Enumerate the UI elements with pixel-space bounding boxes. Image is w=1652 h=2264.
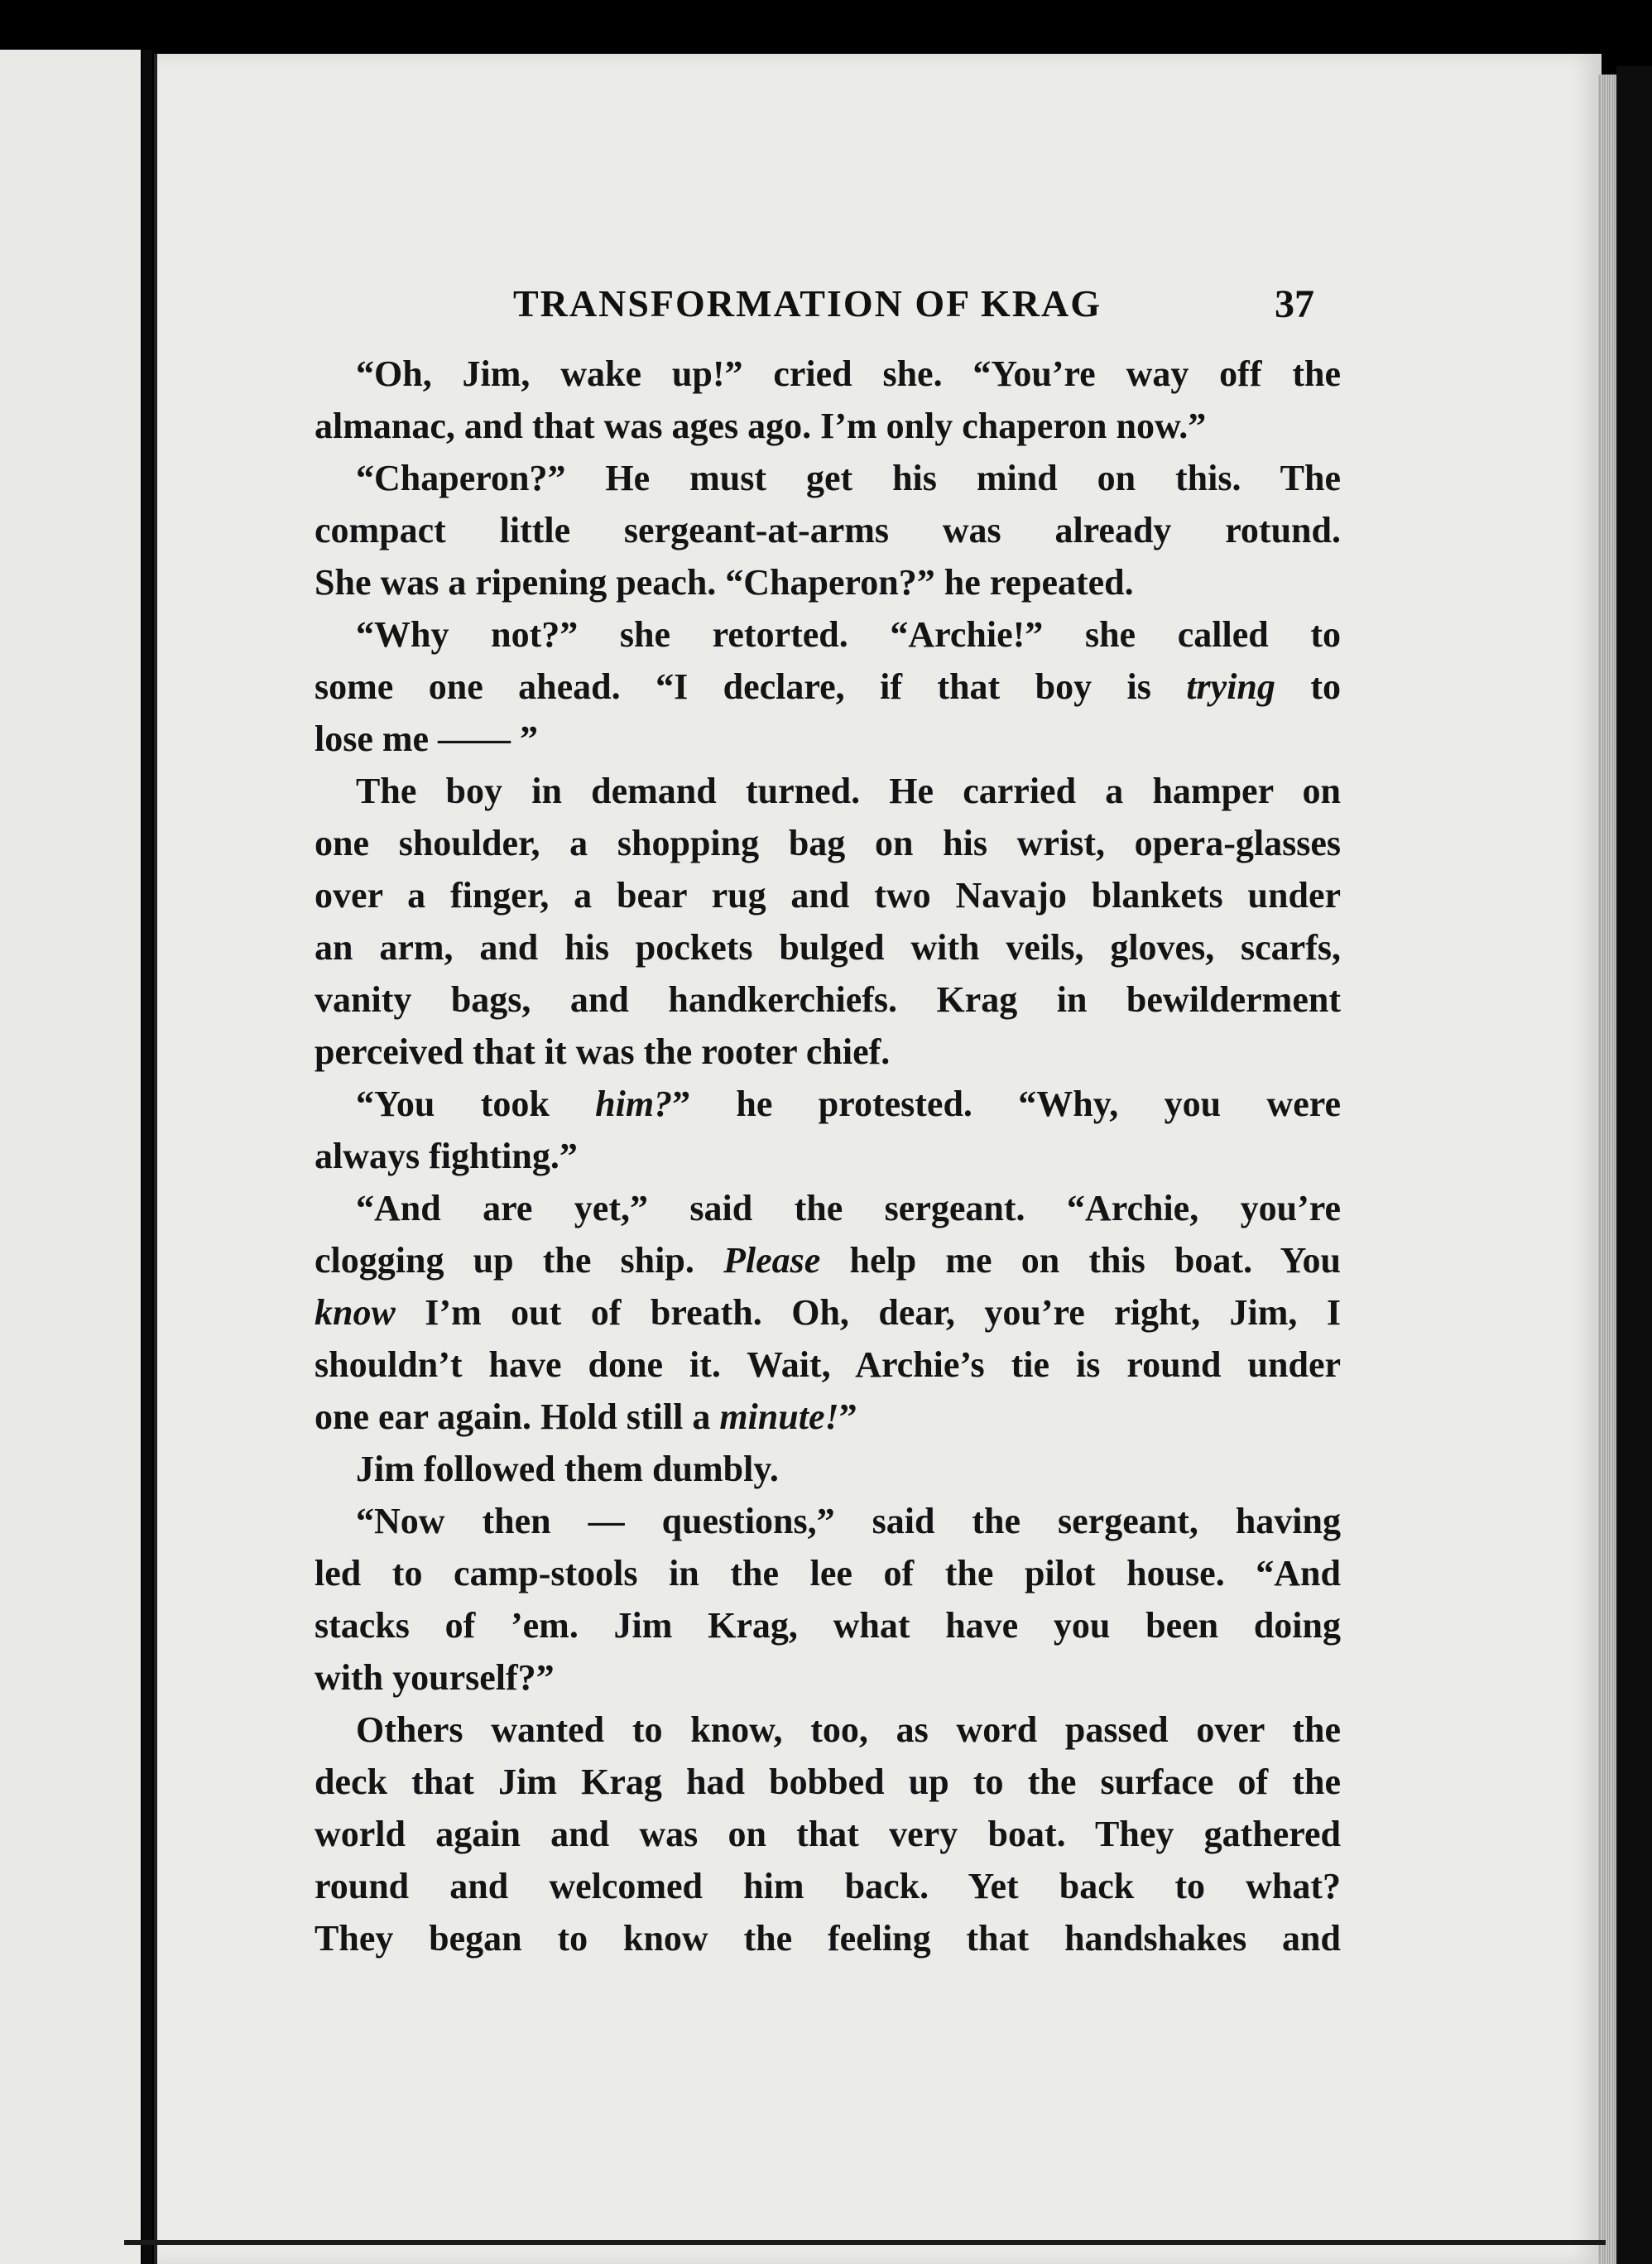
text-line: vanity bags, and handkerchiefs. Krag in bewilderment: [315, 979, 1341, 1020]
italic-word: know: [315, 1292, 396, 1333]
text-line: one shoulder, a shopping bag on his wrist, opera-glasses: [315, 823, 1341, 863]
text-line: shouldn’t have done it. Wait, Archie’s tie is round under: [315, 1344, 1341, 1385]
text-line: “Why not?” she retorted. “Archie!” she called to: [356, 614, 1341, 655]
text-line: always fighting.”: [315, 1136, 578, 1176]
text-line: over a finger, a bear rug and two Navajo blankets under: [315, 875, 1341, 916]
facing-page-edge: [0, 50, 141, 2264]
text-line: She was a ripening peach. “Chaperon?” he repeated.: [315, 562, 1134, 603]
gutter-shadow: [142, 50, 152, 2264]
text-line: “And are yet,” said the sergeant. “Archie, you’re: [356, 1188, 1341, 1228]
page-bottom-edge: [124, 2240, 1606, 2245]
italic-word: him?: [595, 1084, 673, 1124]
text-line: round and welcomed him back. Yet back to what?: [315, 1866, 1341, 1906]
text-line: perceived that it was the rooter chief.: [315, 1031, 891, 1072]
running-header: TRANSFORMATION OF KRAG: [513, 282, 1102, 324]
italic-word: Please: [723, 1240, 821, 1281]
italic-word: minute!: [719, 1396, 839, 1437]
text-line: know I’m out of breath. Oh, dear, you’re right, Jim, I: [315, 1292, 1341, 1333]
text-line: with yourself?”: [315, 1657, 555, 1698]
page-stack-edge: [1598, 75, 1616, 2264]
text-line: deck that Jim Krag had bobbed up to the surface of the: [315, 1762, 1341, 1802]
scan-background-right: [1616, 66, 1652, 2264]
text-line: some one ahead. “I declare, if that boy is trying to: [315, 666, 1341, 707]
text-line: “Now then — questions,” said the sergeant, having: [356, 1501, 1341, 1541]
text-line: The boy in demand turned. He carried a hamper on: [356, 771, 1341, 811]
text-line: Others wanted to know, too, as word passed over the: [356, 1709, 1341, 1750]
text-line: Jim followed them dumbly.: [356, 1449, 779, 1489]
body-text: [315, 348, 1341, 1964]
italic-word: trying: [1186, 666, 1275, 707]
text-line: an arm, and his pockets bulged with veils, gloves, scarfs,: [315, 927, 1341, 968]
text-line: “Oh, Jim, wake up!” cried she. “You’re way off the: [356, 353, 1341, 394]
page-number: 37: [1275, 282, 1314, 326]
text-line: clogging up the ship. Please help me on this boat. You: [315, 1240, 1341, 1281]
text-line: almanac, and that was ages ago. I’m only chaperon now.”: [315, 406, 1207, 446]
text-line: compact little sergeant-at-arms was already rotund.: [315, 510, 1341, 550]
text-line: They began to know the feeling that handshakes and: [315, 1918, 1341, 1959]
text-line: “Chaperon?” He must get his mind on this. The: [356, 458, 1341, 498]
text-line: led to camp-stools in the lee of the pilot house. “And: [315, 1553, 1341, 1593]
text-line: stacks of ’em. Jim Krag, what have you been doing: [315, 1605, 1341, 1646]
text-line: one ear again. Hold still a minute!”: [315, 1396, 857, 1437]
text-line: world again and was on that very boat. They gathered: [315, 1814, 1341, 1854]
text-line: lose me —— ”: [315, 719, 539, 759]
text-line: “You took him?” he protested. “Why, you were: [356, 1084, 1342, 1124]
